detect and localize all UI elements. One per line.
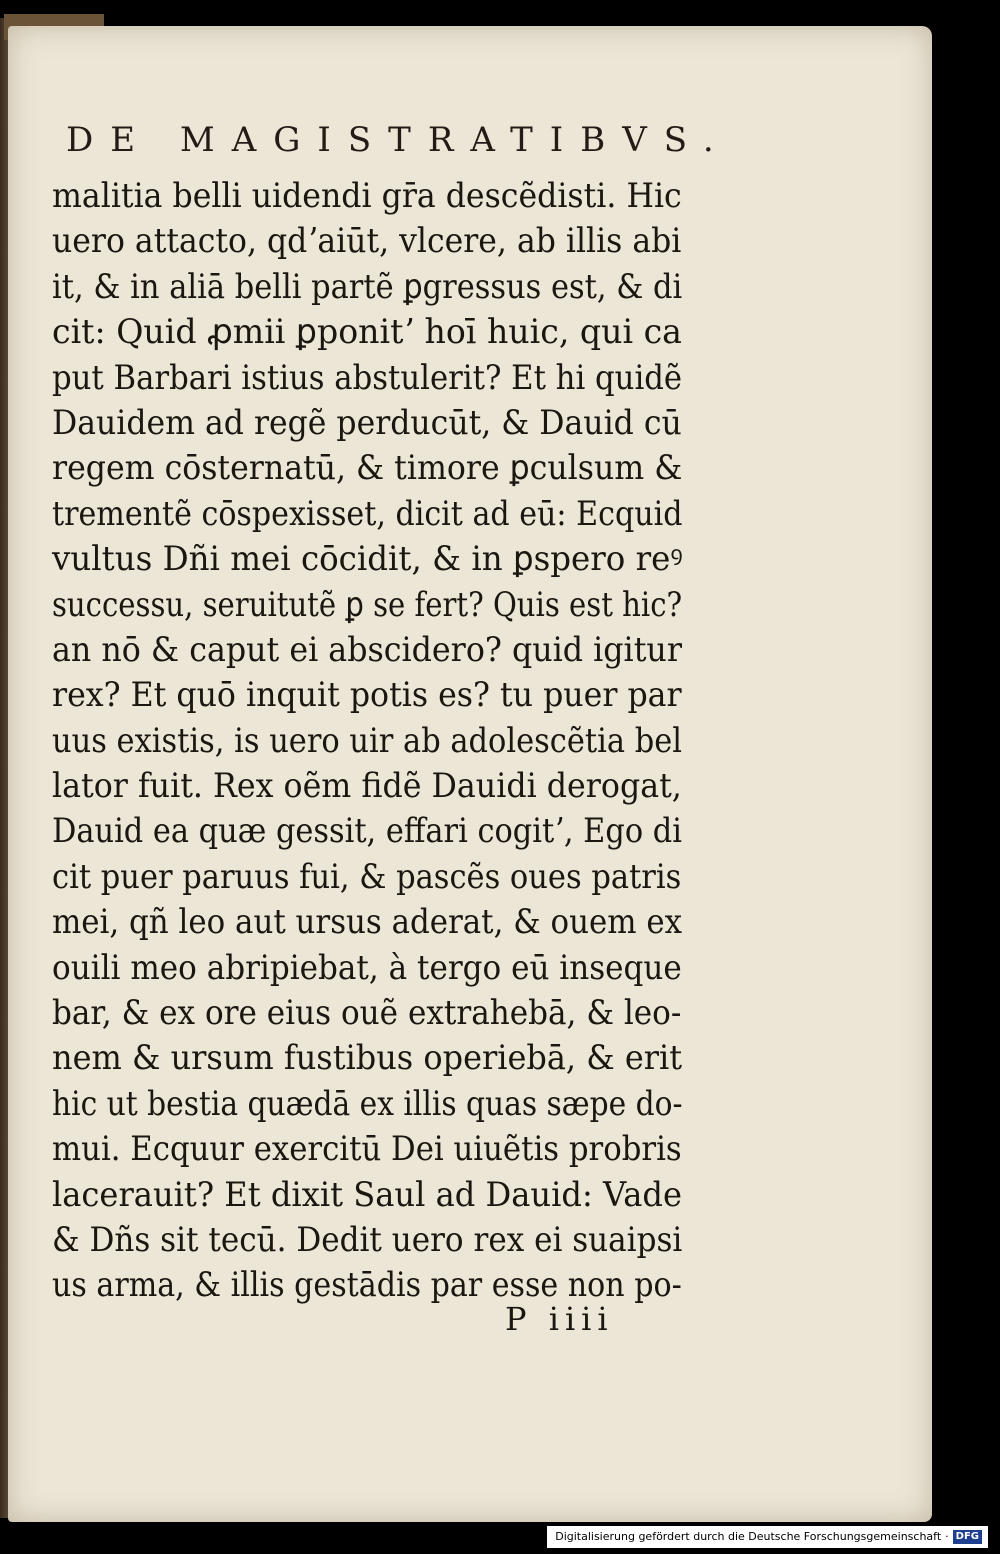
text-line: put Barbari istius abstulerit? Et hi quidẽ	[52, 357, 683, 398]
body-text	[52, 174, 682, 1309]
text-line: mei, qñ leo aut ursus aderat, & ouem ex	[52, 902, 683, 943]
text-line: Dauid ea quæ gessit, effari cogitʼ, Ego di	[52, 811, 682, 852]
text-line: cit puer paruus fui, & pascẽs oues patris	[52, 856, 682, 897]
text-line: vultus Dñi mei cōcidit, & in ꝑspero reꝰ	[52, 539, 683, 580]
text-line: lacerauit? Et dixit Saul ad Dauid: Vade	[52, 1174, 682, 1215]
text-line: bar, & ex ore eius ouẽ extrahebā, & leo-	[52, 993, 682, 1034]
footer-separator: ·	[945, 1530, 949, 1543]
footer-credit: Digitalisierung gefördert durch die Deutsche Forschungsgemeinschaft	[555, 1530, 942, 1543]
text-line: nem & ursum fustibus operiebā, & erit	[52, 1038, 683, 1079]
signature-mark: P iiii	[505, 1300, 614, 1338]
text-line: uero attacto, qdʼaiūt, vlcere, ab illis abi	[52, 221, 682, 262]
text-line: rex? Et quō inquit potis es? tu puer par	[52, 675, 682, 716]
text-line: lator fuit. Rex oẽm fidẽ Dauidi derogat,	[52, 766, 682, 807]
text-line: trementẽ cōspexisset, dicit ad eū: Ecquid	[52, 493, 683, 534]
text-line: it, & in aliā belli partẽ ꝑgressus est, & di	[52, 266, 683, 307]
text-line: ouili meo abripiebat, à tergo eū inseque	[52, 947, 682, 988]
text-line: an nō & caput ei abscidero? quid igitur	[52, 629, 682, 670]
dfg-logo-icon: DFG	[953, 1530, 982, 1544]
text-line: Dauidem ad regẽ perducūt, & Dauid cū	[52, 402, 682, 443]
text-line: us arma, & illis gestādis par esse non po-	[52, 1265, 682, 1306]
text-line: uus existis, is uero uir ab adolescẽtia bel	[52, 720, 682, 761]
digitization-footer	[547, 1526, 988, 1548]
text-line: & Dñs sit tecū. Dedit uero rex ei suaipsi	[52, 1219, 683, 1260]
text-line: mui. Ecquur exercitū Dei uiuẽtis probris	[52, 1129, 682, 1170]
text-line: malitia belli uidendi gr̄a descẽdisti. Hic	[52, 176, 682, 216]
running-head: DE MAGISTRATIBVS.	[66, 120, 731, 160]
text-line: hic ut bestia quædā ex illis quas sæpe do-	[52, 1083, 683, 1124]
text-line: cit: Quid ꝓmii ꝑponitʼ hoī huic, qui ca	[52, 312, 682, 353]
text-line: regem cōsternatū, & timore ꝑculsum &	[52, 448, 683, 489]
text-line: successu, seruitutẽ ꝑ se fert? Quis est hic?	[52, 584, 683, 625]
